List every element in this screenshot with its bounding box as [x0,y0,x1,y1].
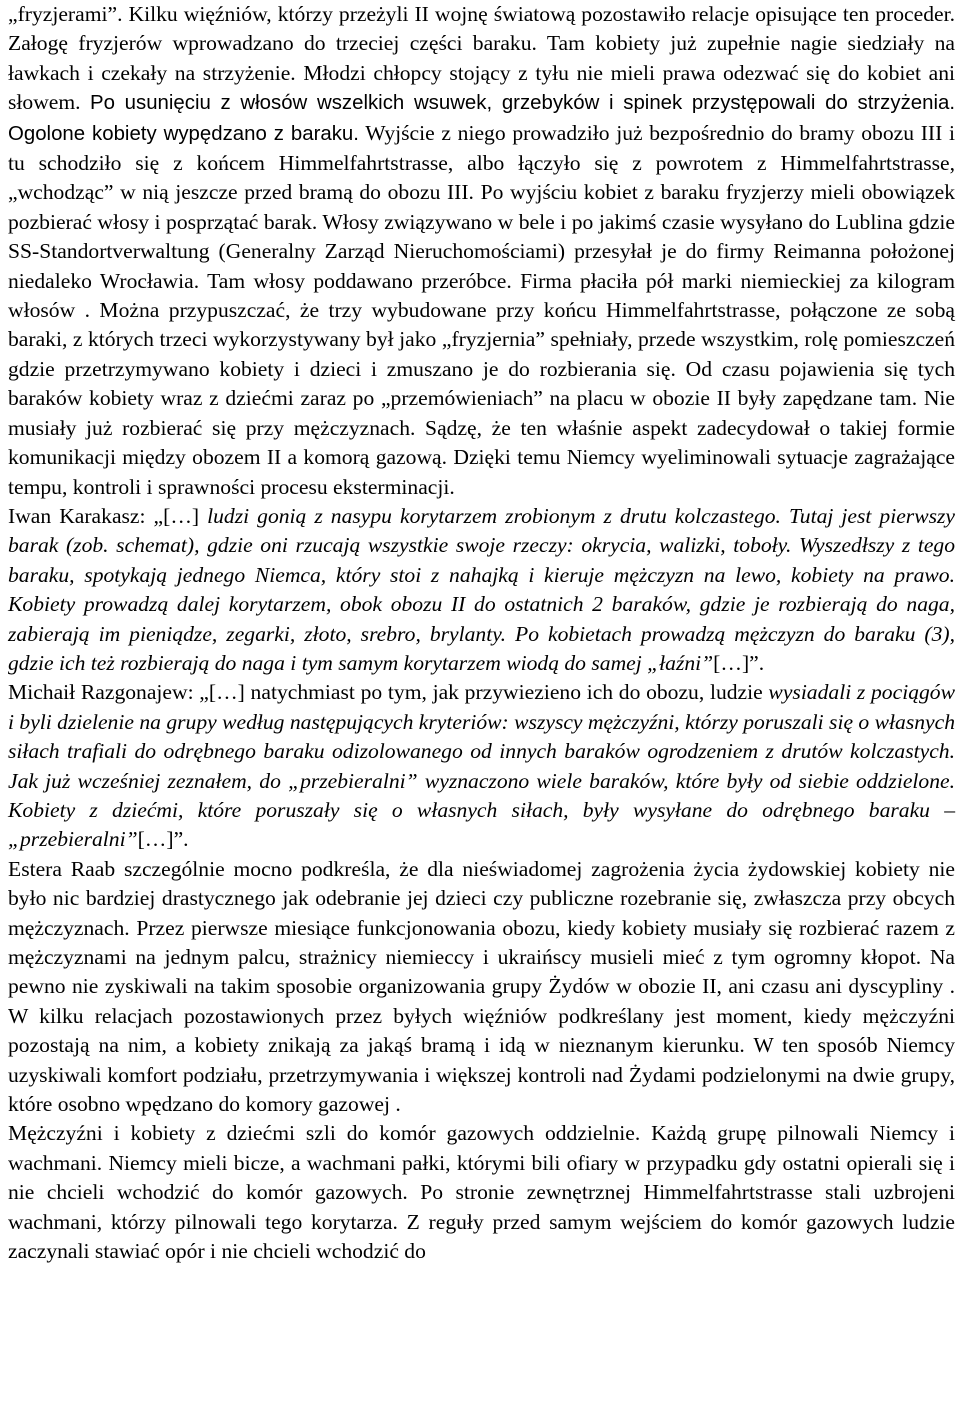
paragraph-text: Estera Raab szczególnie mocno podkreśla, że dla nieświadomej zagrożenia życia żydowskiej kobiety nie było nic bardziej drastycznego jak odebranie jej dzieci czy publiczne rozebranie się, zwłaszcza przy obcych mężczyznach. Przez pierwsze miesiące funkcjonowania obozu, kiedy kobiety musiały się rozbierać razem z mężczyznami na jednym palcu, strażnicy niemieccy i ukraińscy musieli mieć z tym ogromny kłopot. Na pewno nie zyskiwali na takim sposobie organizowania grupy Żydów w obozie II, ani czasu ani dyscypliny . W kilku relacjach pozostawionych przez byłych więźniów podkreślany jest moment, kiedy mężczyźni pozostają na nim, a kobiety znikają za jakąś bramą i idą w nieznanym kierunku. W ten sposób Niemcy uzyskiwali komfort podziału, przetrzymywania i większej kontroli nad Żydami podzielonymi na dwie grupy, które osobno wpędzano do komory gazowej . [8,856,955,1117]
paragraph-testimony-razgonajew [8,678,955,854]
paragraph-gas-chambers [8,1119,955,1266]
speaker-intro: Michaił Razgonajew: „[…] natychmiast po tym, jak przywiezieno ich do obozu, ludzie [8,680,769,705]
paragraph-text: Wyjście z niego prowadziło już bezpośrednio do bramy obozu III i tu schodziło się z końcem Himmelfahrtstrasse, albo łączyło się z powrotem z Himmelfahrtstrasse, „wchodząc” w nią jeszcze przed bramą do obozu III. Po wyjściu kobiet z baraku fryzjerzy mieli obowiązek pozbierać włosy i posprzątać barak. Włosy związywano w bele i po jakimś czasie wysyłano do Lublina gdzie SS-Standortverwaltung (Generalny Zarząd Nieruchomościami) przesyłał je do firmy Reimanna położonej niedaleko Wrocławia. Tam włosy poddawano przeróbce. Firma płaciła pół marki niemieckiej za kilogram włosów . Można przypuszczać, że trzy wybudowane przy końcu Himmelfahrtstrasse, połączone ze sobą baraki, z których trzeci wykorzystywany był jako „fryzjernia” spełniały, przede wszystkim, rolę pomieszczeń gdzie przetrzymywano kobiety i dzieci i zmuszano je do rozbierania się. Od czasu pojawienia się tych baraków kobiety wraz z dziećmi zaraz po „przemówieniach” na placu w obozie II były zapędzane tam. Nie musiały już rozbierać się przy mężczyznach. Sądzę, że ten właśnie aspekt zadecydował o takiej formie komunikacji między obozem II a komorą gazową. Dzięki temu Niemcy wyeliminowali sytuacje zagrażające tempu, kontroli i sprawności procesu eksterminacji. [8,120,955,499]
paragraph-testimony-karakasz [8,502,955,678]
paragraph-haircutting-barracks [8,0,955,502]
quote-ending: […]”. [137,827,189,852]
quoted-testimony: ludzi gonią z nasypu korytarzem zrobionym z drutu kolczastego. Tutaj jest pierwszy barak (zob. schemat), gdzie oni rzucają wszystkie swoje rzeczy: okrycia, walizki, toboły. Wyszedłszy z tego baraku, spotykają jednego Niemca, który stoi z nahajką i kieruje mężczyzn na lewo, kobiety na prawo. Kobiety prowadzą dalej korytarzem, obok obozu II do ostatnich 2 baraków, gdzie je rozbierają do naga, zabierają im pieniądze, zegarki, złoto, srebro, brylanty. Po kobietach prowadzą mężczyzn do baraku (3), gdzie ich też rozbierają do naga i tym samym korytarzem wiodą do samej „łaźni” [8,503,955,675]
paragraph-text: Mężczyźni i kobiety z dziećmi szli do komór gazowych oddzielnie. Każdą grupę pilnowali Niemcy i wachmani. Niemcy mieli bicze, a wachmani pałki, którymi bili ofiary w przypadku gdy ostatni opierali się i nie chcieli wchodzić do komór gazowych. Po stronie zewnętrznej Himmelfahrtstrasse stali uzbrojeni wachmani, którzy pilnowali tego korytarza. Z reguły przed samym wejściem do komór gazowych ludzie zaczynali stawiać opór i nie chcieli wchodzić do [8,1121,955,1264]
paragraph-text: „fryzjerami”. Kilku więźniów, którzy przeżyli II wojnę światową pozostawiło relacje opisujące ten proceder. Załogę fryzjerów wprowadzano do trzeciej części baraku. Tam kobiety już zupełnie nagie siedziały na ławkach i czekały na strzyżenie. Młodzi chłopcy stojący z tyłu nie mieli prawa odezwać się do kobiet ani słowem. [8,2,955,115]
quoted-testimony: wysiadali z pociągów i byli dzielenie na grupy według następujących kryteriów: wszyscy mężczyźni, którzy poruszali się o własnych siłach trafiali do odrębnego baraku odizolowanego od innych baraków ogrodzeniem z drutów kolczastych. Jak już wcześniej zeznałem, do „przebieralni” wyznaczono wiele baraków, które były od siebie oddzielone. Kobiety z dziećmi, które poruszały się o własnych siłach, były wysyłane do odrębnego baraku – „przebieralni” [8,680,955,852]
paragraph-estera-raab [8,855,955,1120]
quote-ending: […]”. [713,650,765,675]
paragraph-text-sans: Po usunięciu z włosów wszelkich wsuwek, grzebyków i spinek przystępowali do strzyżenia. Ogolone kobiety wypędzano z baraku. [8,92,955,145]
speaker-intro: Iwan Karakasz: „[…] [8,503,208,528]
